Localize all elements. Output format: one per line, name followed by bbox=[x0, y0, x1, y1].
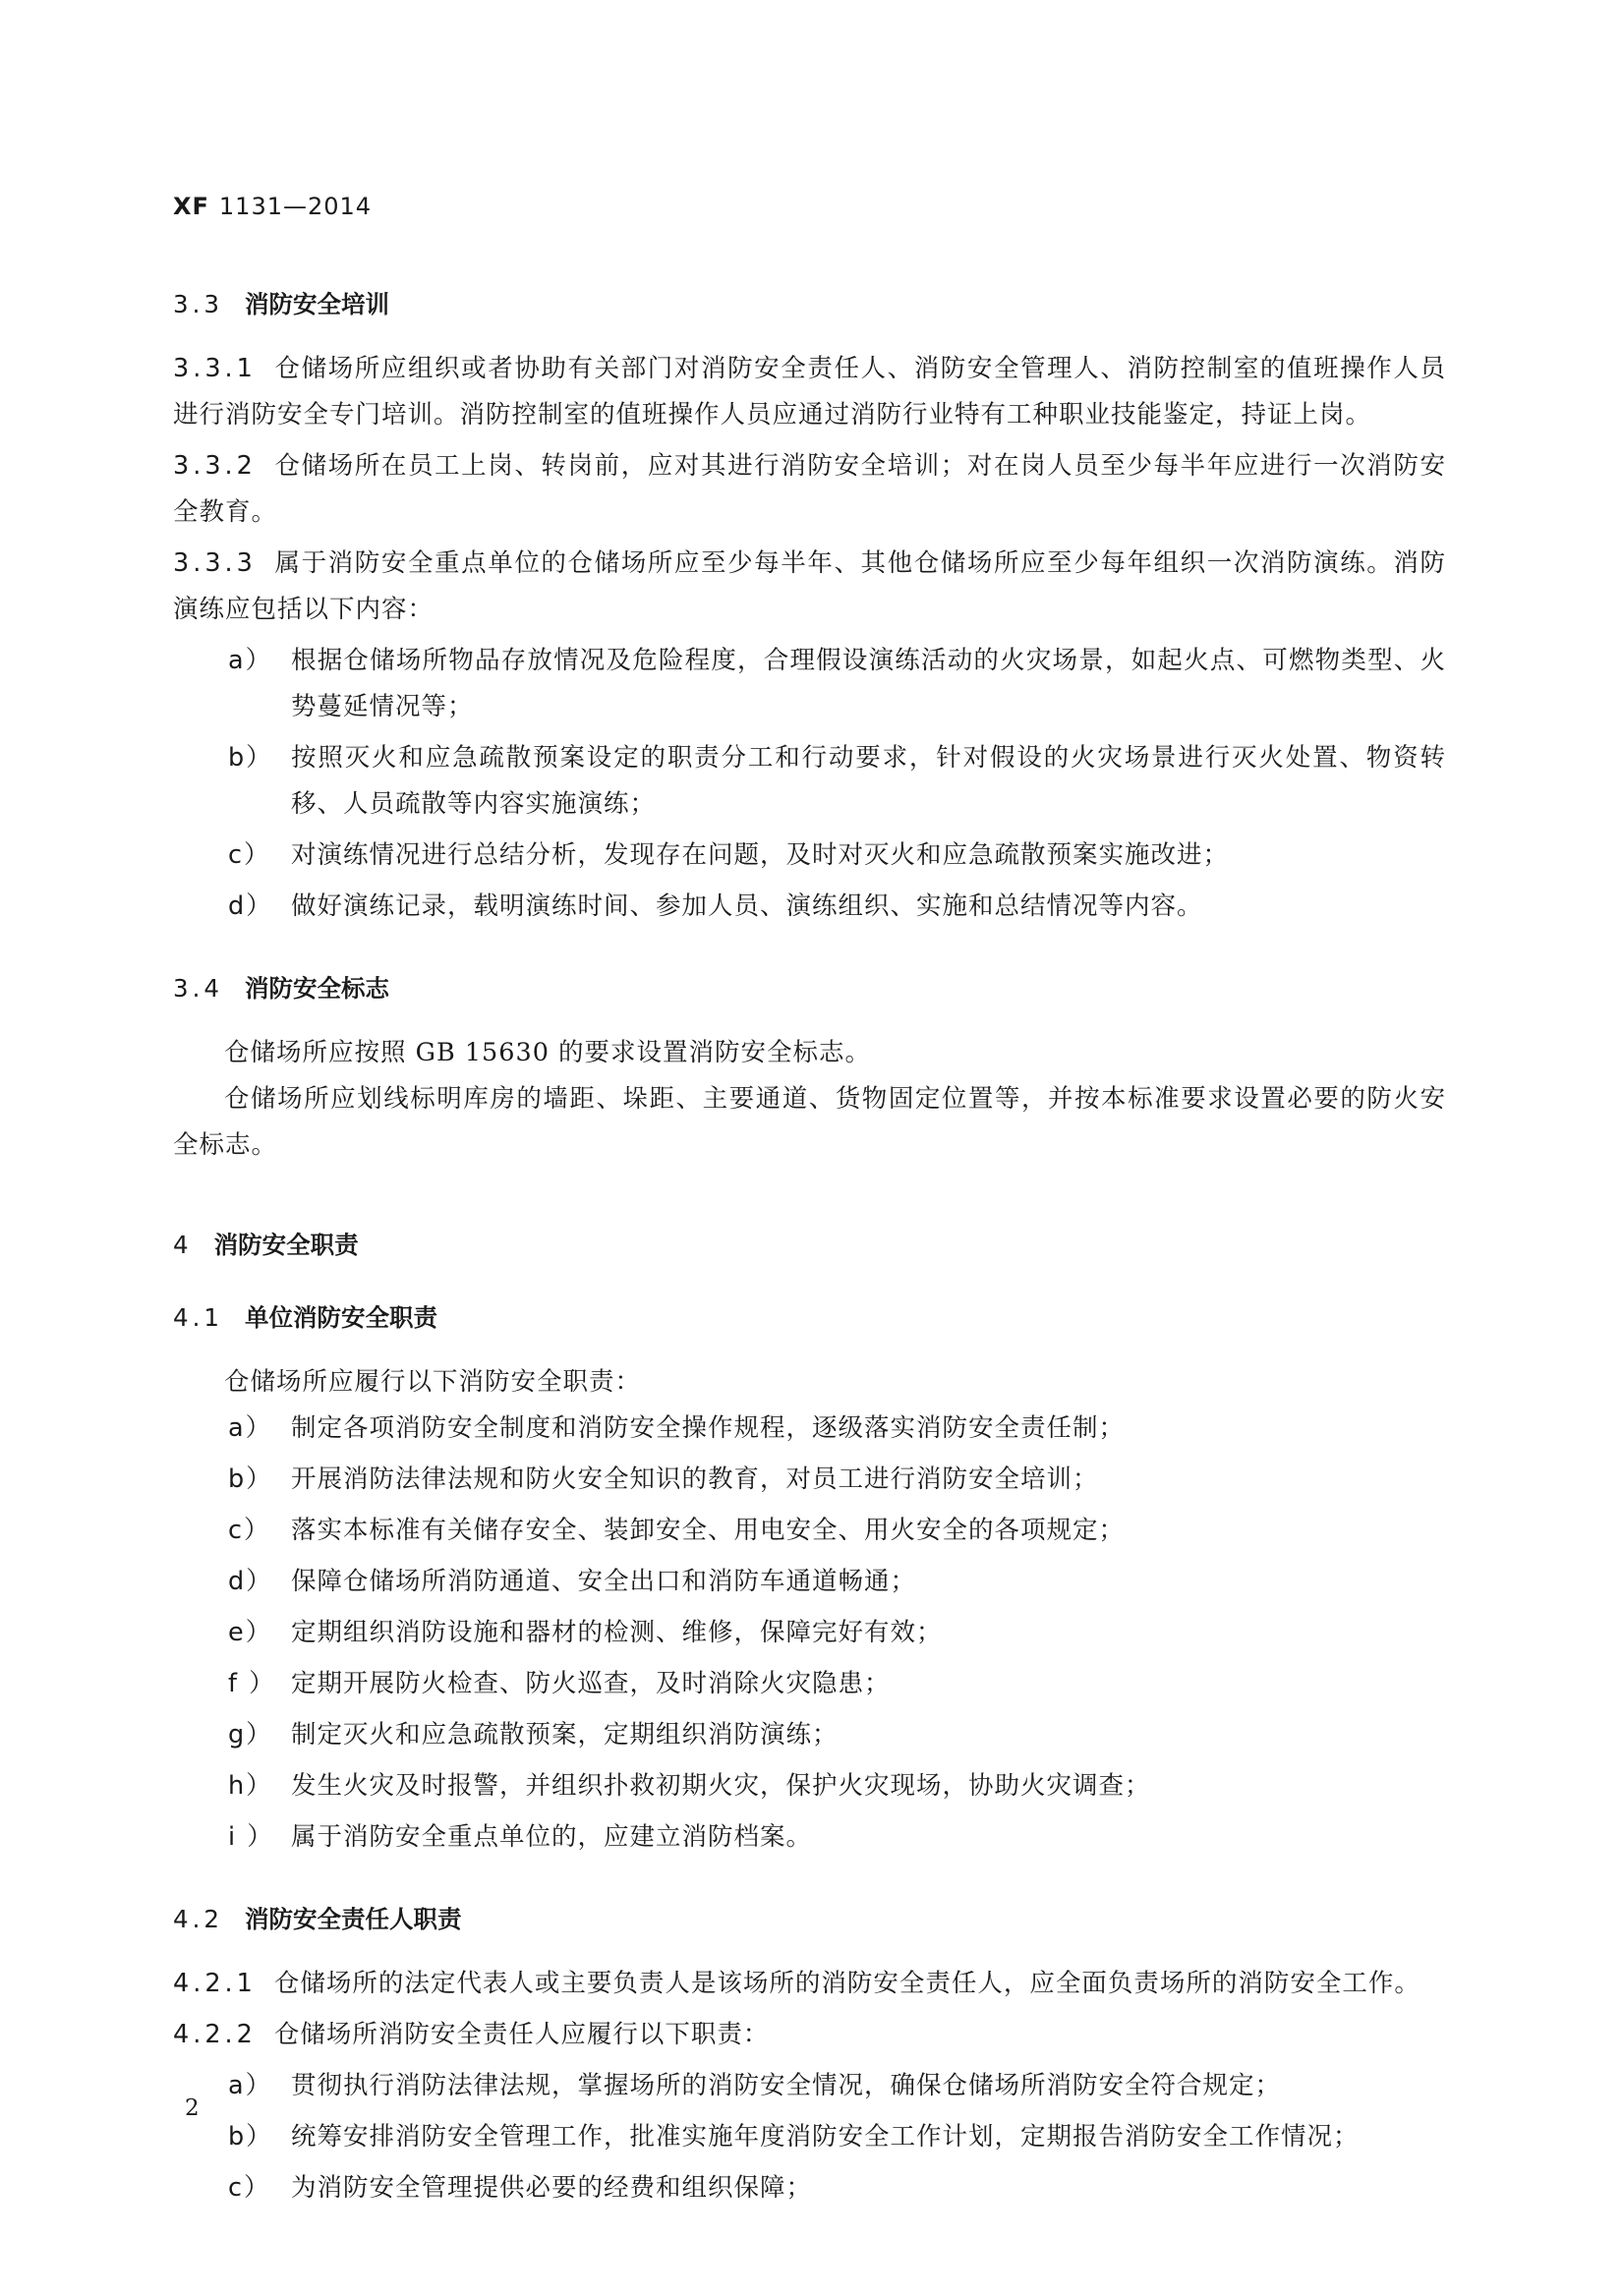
clause-text: 仓储场所的法定代表人或主要负责人是该场所的消防安全责任人，应全面负责场所的消防安全工作。 bbox=[273, 1969, 1420, 1998]
paragraph: 仓储场所应履行以下消防安全职责： bbox=[224, 1367, 642, 1397]
list-text: 开展消防法律法规和防火安全知识的教育，对员工进行消防安全培训； bbox=[291, 1464, 1099, 1494]
standard-code: 1131—2014 bbox=[218, 193, 373, 220]
list-label: b） bbox=[228, 743, 273, 773]
page-number: 2 bbox=[185, 2095, 200, 2121]
section-title: 消防安全标志 bbox=[244, 974, 389, 1003]
list-item bbox=[173, 1712, 1446, 1758]
list-label: c） bbox=[228, 840, 271, 870]
list-label: i ） bbox=[228, 1822, 274, 1852]
clause-text: 仓储场所在员工上岗、转岗前，应对其进行消防安全培训；对在岗人员至少每半年应进行一次消防安全教育。 bbox=[173, 451, 1446, 527]
list-item bbox=[173, 1661, 1446, 1707]
standard-prefix: XF bbox=[173, 193, 209, 220]
list-text: 对演练情况进行总结分析，发现存在问题，及时对灭火和应急疏散预案实施改进； bbox=[291, 840, 1230, 870]
clause-text: 仓储场所消防安全责任人应履行以下职责： bbox=[273, 2020, 770, 2049]
list-item bbox=[173, 1763, 1446, 1809]
list-text: 根据仓储场所物品存放情况及危险程度，合理假设演练活动的火灾场景，如起火点、可燃物类型、火势蔓延情况等； bbox=[291, 646, 1446, 721]
list-text: 制定灭火和应急疏散预案，定期组织消防演练； bbox=[291, 1720, 839, 1750]
clause-number: 4.2.1 bbox=[173, 1969, 257, 1998]
list-label: e） bbox=[228, 1618, 273, 1647]
section-number: 4.1 bbox=[173, 1303, 223, 1332]
list-item bbox=[173, 832, 1446, 879]
list-text: 制定各项消防安全制度和消防安全操作规程，逐级落实消防安全责任制； bbox=[291, 1413, 1126, 1443]
list-label: g） bbox=[228, 1720, 273, 1750]
clause-text: 属于消防安全重点单位的仓储场所应至少每半年、其他仓储场所应至少每年组织一次消防演练。消防演练应包括以下内容： bbox=[173, 548, 1446, 624]
list-text: 为消防安全管理提供必要的经费和组织保障； bbox=[291, 2173, 813, 2203]
section-title: 消防安全责任人职责 bbox=[244, 1905, 462, 1933]
list-text: 落实本标准有关储存安全、装卸安全、用电安全、用火安全的各项规定； bbox=[291, 1516, 1126, 1545]
chapter-4-heading bbox=[173, 1226, 1446, 1265]
section-3-3-heading bbox=[173, 285, 1446, 324]
list-item bbox=[173, 2114, 1446, 2160]
list-text: 贯彻执行消防法律法规，掌握场所的消防安全情况，确保仓储场所消防安全符合规定； bbox=[291, 2071, 1282, 2100]
clause-number: 3.3.3 bbox=[173, 548, 257, 578]
list-text: 按照灭火和应急疏散预案设定的职责分工和行动要求，针对假设的火灾场景进行灭火处置、物资转移、人员疏散等内容实施演练； bbox=[291, 743, 1446, 819]
list-item bbox=[173, 1610, 1446, 1656]
section-4-1-heading bbox=[173, 1298, 1446, 1338]
list-label: c） bbox=[228, 1516, 271, 1545]
paragraph: 仓储场所应按照 GB 15630 的要求设置消防安全标志。 bbox=[224, 1038, 872, 1067]
document-header bbox=[173, 193, 372, 220]
section-number: 3.3 bbox=[173, 290, 223, 318]
clause-number: 3.3.2 bbox=[173, 451, 257, 481]
list-text: 保障仓储场所消防通道、安全出口和消防车通道畅通； bbox=[291, 1567, 917, 1596]
list-label: d） bbox=[228, 1567, 273, 1596]
clause-number: 3.3.1 bbox=[173, 354, 257, 383]
list-label: f ） bbox=[228, 1669, 276, 1698]
section-number: 4.2 bbox=[173, 1905, 223, 1933]
clause-3-3-2 bbox=[173, 443, 1446, 536]
list-item bbox=[173, 1508, 1446, 1554]
list-label: b） bbox=[228, 2122, 273, 2152]
section-3-4-heading bbox=[173, 969, 1446, 1008]
section-4-2-heading bbox=[173, 1900, 1446, 1939]
clause-3-3-1 bbox=[173, 346, 1446, 438]
clause-text: 仓储场所应组织或者协助有关部门对消防安全责任人、消防安全管理人、消防控制室的值班操作人员进行消防安全专门培训。消防控制室的值班操作人员应通过消防行业特有工种职业技能鉴定，持证上岗。 bbox=[173, 354, 1446, 430]
paragraph: 仓储场所应划线标明库房的墙距、垛距、主要通道、货物固定位置等，并按本标准要求设置必要的防火安全标志。 bbox=[173, 1084, 1446, 1160]
list-text: 发生火灾及时报警，并组织扑救初期火灾，保护火灾现场，协助火灾调查； bbox=[291, 1771, 1151, 1801]
clause-4-2-1 bbox=[173, 1961, 1446, 2007]
list-label: d） bbox=[228, 891, 273, 921]
section-number: 3.4 bbox=[173, 974, 223, 1003]
list-label: a） bbox=[228, 646, 273, 675]
clause-3-3-3 bbox=[173, 541, 1446, 633]
list-text: 定期组织消防设施和器材的检测、维修，保障完好有效； bbox=[291, 1618, 943, 1647]
list-label: a） bbox=[228, 2071, 273, 2100]
list-text: 定期开展防火检查、防火巡查，及时消除火灾隐患； bbox=[291, 1669, 891, 1698]
list-item bbox=[173, 1559, 1446, 1605]
section-title: 消防安全培训 bbox=[244, 290, 389, 318]
list-item bbox=[173, 735, 1446, 828]
document-body bbox=[173, 285, 1446, 2216]
chapter-number: 4 bbox=[173, 1231, 193, 1259]
list-item bbox=[173, 1457, 1446, 1503]
section-title: 单位消防安全职责 bbox=[244, 1303, 437, 1332]
list-text: 属于消防安全重点单位的，应建立消防档案。 bbox=[291, 1822, 813, 1852]
list-text: 统筹安排消防安全管理工作，批准实施年度消防安全工作计划，定期报告消防安全工作情况； bbox=[291, 2122, 1360, 2152]
list-item bbox=[173, 884, 1446, 930]
list-item bbox=[173, 638, 1446, 730]
clause-4-2-2 bbox=[173, 2012, 1446, 2058]
list-item bbox=[173, 2063, 1446, 2109]
list-label: c） bbox=[228, 2173, 271, 2203]
list-item bbox=[173, 1814, 1446, 1861]
chapter-title: 消防安全职责 bbox=[213, 1231, 359, 1259]
list-label: b） bbox=[228, 1464, 273, 1494]
list-item bbox=[173, 1406, 1446, 1452]
list-label: h） bbox=[228, 1771, 273, 1801]
list-item bbox=[173, 2165, 1446, 2211]
list-text: 做好演练记录，载明演练时间、参加人员、演练组织、实施和总结情况等内容。 bbox=[291, 891, 1203, 921]
list-label: a） bbox=[228, 1413, 273, 1443]
clause-number: 4.2.2 bbox=[173, 2020, 257, 2049]
